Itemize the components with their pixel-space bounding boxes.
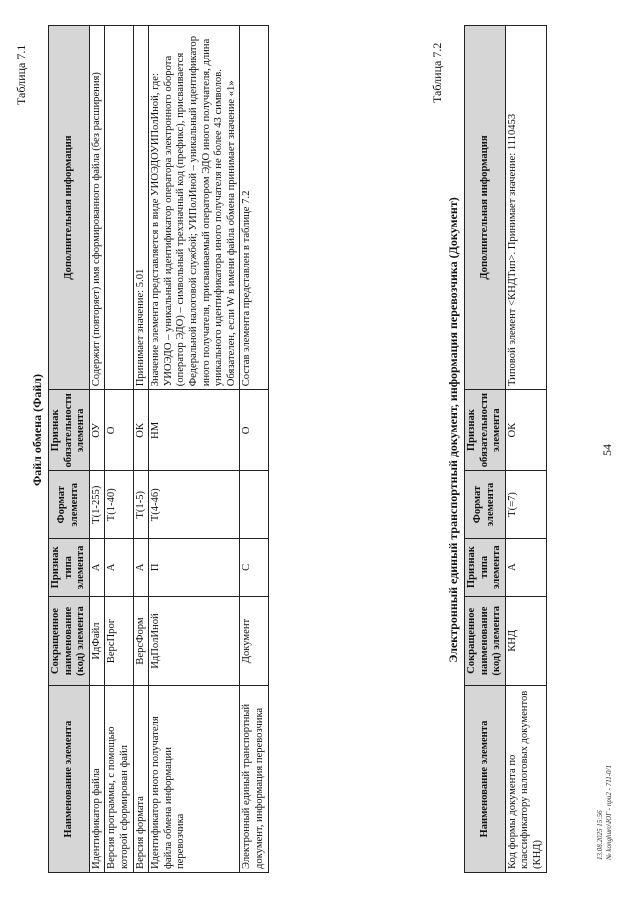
table-cell: ИдФайл [89,596,105,686]
table-cell: Идентификатор иного получателя файла обмена информации перевозчика [149,686,240,873]
table-cell: Т(1-40) [105,471,133,538]
table2-title: Электронный единый транспортный документ, информация перевозчика (Документ) [446,197,460,663]
table-cell: Документ [240,596,268,686]
table-cell: Т(1-5) [133,471,149,538]
table-cell: Электронный единый транспортный документ, информация перевозчика [240,686,268,873]
table-cell: Т(1-255) [89,471,105,538]
table-cell: Т(=7) [505,471,546,539]
table2-body [505,26,546,873]
table-cell: Т(4-46) [149,471,240,538]
table1-header-cell: Наименование элемента [49,686,90,873]
table-cell: Содержит (повторяет) имя сформированного файла (без расширения) [89,26,105,390]
table2-header-cell: Наименование элемента [465,686,506,873]
table-cell: КНД [505,596,546,686]
table-cell: Версия формата [133,686,149,873]
table-row [149,26,240,873]
stamp-date: 13.08.2025 15:56 [596,810,604,860]
table1-header-cell: Сокращенное наименование (код) элемента [49,596,90,686]
table1-body [89,26,268,873]
table-cell: А [133,538,149,596]
table2-header-cell: Формат элемента [465,471,506,539]
table1-header-cell: Формат элемента [49,471,90,538]
table1-header-row [49,26,90,873]
table-cell [240,471,268,538]
table-row [105,26,133,873]
table1-label: Таблица 7.1 [14,44,28,105]
table-cell: ОУ [89,390,105,471]
table-cell: Принимает значение: 5.01 [133,26,149,390]
table-row [240,26,268,873]
table1-header-cell: Дополнительная информация [49,26,90,390]
table-cell: О [240,390,268,471]
table-cell: А [89,538,105,596]
table-cell: ВерсПрог [105,596,133,686]
table-cell: А [505,538,546,596]
table-cell: Типовой элемент <КНДТип>. Принимает значение: 1110453 [505,26,546,390]
table2-header-cell: Признак типа элемента [465,538,506,596]
table-cell: Код формы документа по классификатору налоговых документов (КНД) [505,686,546,873]
table-cell: О [105,390,133,471]
table-row [89,26,105,873]
table-cell: С [240,538,268,596]
table-row [133,26,149,873]
table-7-1 [48,25,269,873]
stamp-number: № konghuro\ЮГ - npu2 - 711-0/1 [605,765,613,860]
table-cell [105,26,133,390]
table-cell: ВерсФорм [133,596,149,686]
table2-header-cell: Дополнительная информация [465,26,506,390]
page-number: 54 [600,444,614,456]
table-cell: Версия программы, с помощью которой сформирован файл [105,686,133,873]
table2-header-cell: Сокращенное наименование (код) элемента [465,596,506,686]
table1-header-cell: Признак типа элемента [49,538,90,596]
table-cell: НМ [149,390,240,471]
table-cell: ОК [505,390,546,471]
table-cell: Значение элемента представляется в виде УИОЭДОУИПолИной, где: УИОЭДО – уникальный идентификатор оператора электронного оборота (оператор ЭДО) – символьный трехзначный код (префикс), присваивается Федеральной налоговой службой; УИПолИной – уникальный идентификатор иного получателя, присваиваемый оператором ЭДО иного получателя, длина уникального идентификатора иного получателя не более 43 символов. Обязателен, если W в имени файла обмена принимает значение «1» [149,26,240,390]
table2-header-row [465,26,506,873]
table2-header-cell: Признак обязательности элемента [465,390,506,471]
table1-title: Файл обмена (Файл) [30,373,44,487]
table-cell: А [105,538,133,596]
table-cell: Идентификатор файла [89,686,105,873]
table-cell: Состав элемента представлен в таблице 7.2 [240,26,268,390]
registration-stamp [596,765,614,860]
table1-header-cell: Признак обязательности элемента [49,390,90,471]
table2-label: Таблица 7.2 [430,42,444,103]
table-cell: П [149,538,240,596]
table-7-2 [464,25,547,873]
table-cell: ОК [133,390,149,471]
table-row [505,26,546,873]
table-cell: ИдПолИной [149,596,240,686]
